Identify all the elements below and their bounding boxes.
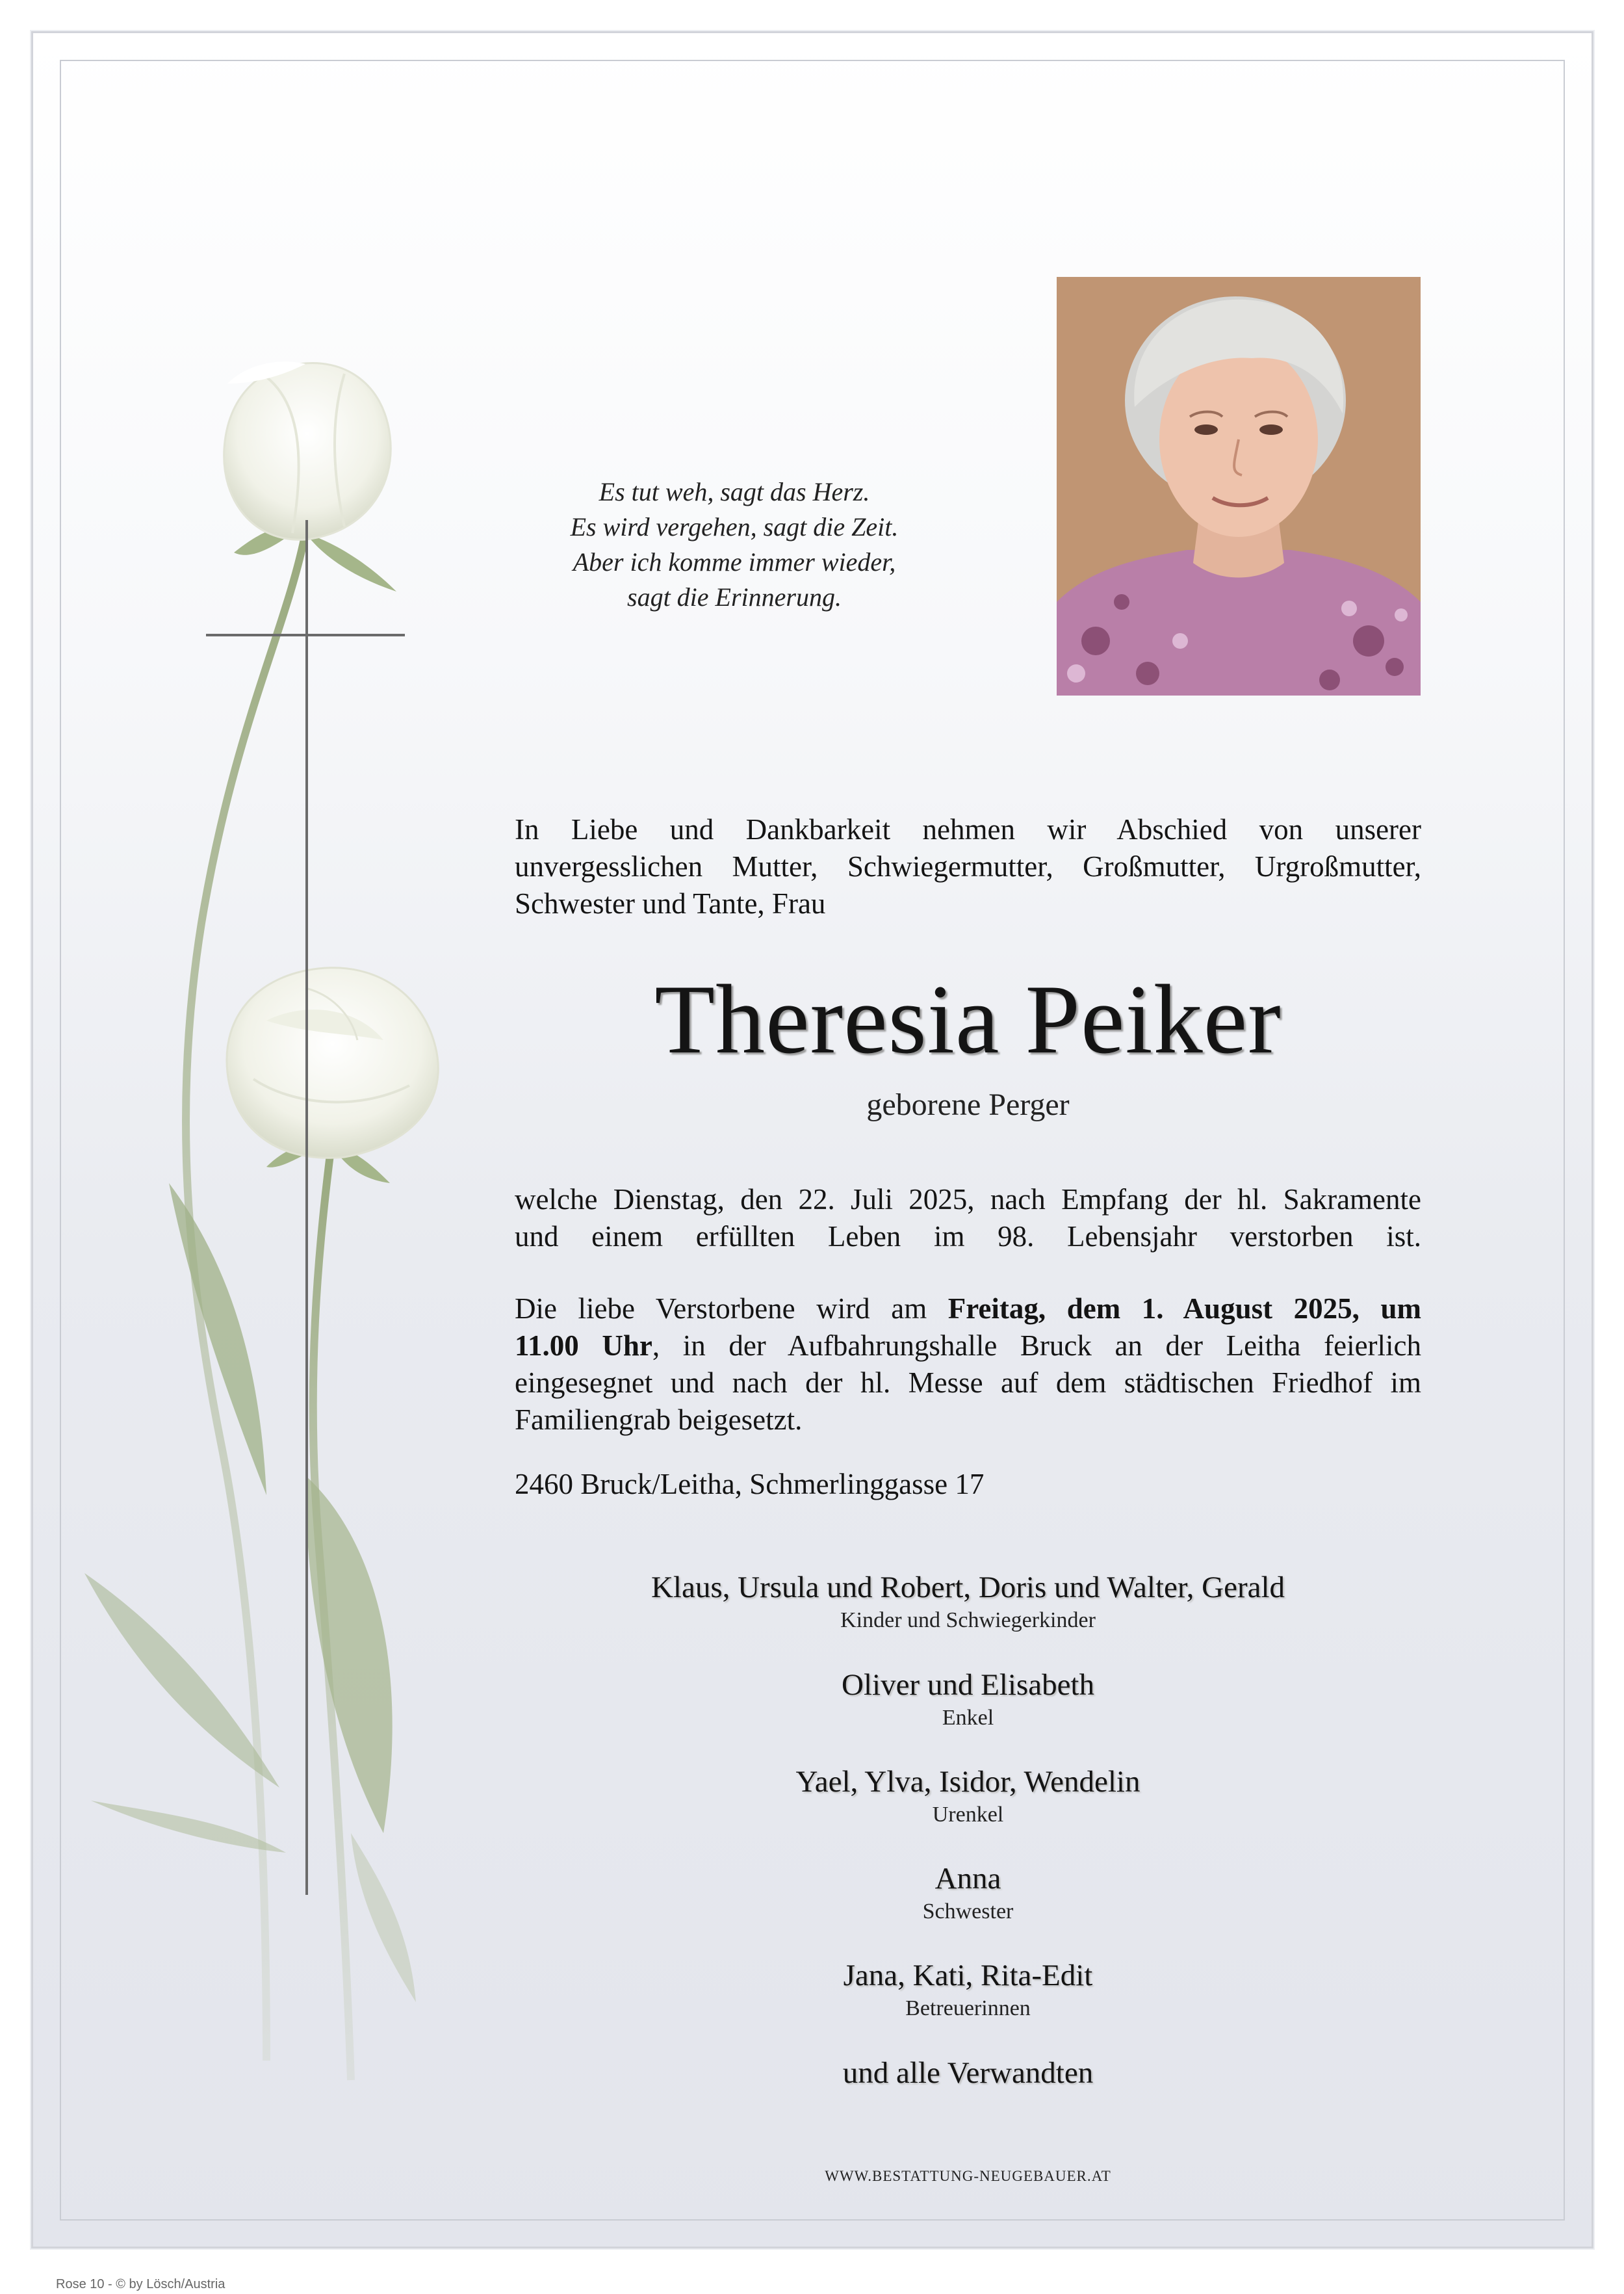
mourner-group	[515, 1666, 1421, 1732]
mourner-role: Kinder und Schwiegerkinder	[840, 1608, 1096, 1632]
death-line: welche Dienstag, den 22. Juli 2025, nach Empfang der hl. Sakramente	[515, 1183, 1421, 1216]
ceremony-line: eingesegnet und nach der hl. Messe auf dem städtischen Friedhof im	[515, 1366, 1421, 1399]
memorial-poem	[481, 475, 988, 615]
mourner-group	[515, 2054, 1421, 2092]
intro-line: Schwester und Tante, Frau	[515, 887, 826, 920]
intro-line: In Liebe und Dankbarkeit nehmen wir Abschied von unserer	[515, 813, 1421, 846]
intro-line: unvergesslichen Mutter, Schwiegermutter, Großmutter, Urgroßmutter,	[515, 850, 1421, 883]
family-address: 2460 Bruck/Leitha, Schmerlinggasse 17	[515, 1468, 985, 1500]
mourner-names: Jana, Kati, Rita-Edit	[843, 1959, 1093, 1992]
funeral-home-website: WWW.BESTATTUNG-NEUGEBAUER.AT	[825, 2168, 1111, 2184]
mourner-group	[515, 1763, 1421, 1829]
ceremony-line	[515, 1327, 1421, 1364]
ceremony-text-span: Die liebe Verstorbene wird am	[515, 1292, 948, 1325]
ceremony-line: Familiengrab beigesetzt.	[515, 1403, 803, 1436]
memorial-cross-vertical	[305, 520, 308, 1895]
mourner-closing: und alle Verwandten	[842, 2056, 1094, 2090]
ceremony-date: Freitag, dem 1. August 2025, um	[947, 1292, 1421, 1325]
birth-name: geborene Perger	[866, 1088, 1070, 1122]
ceremony-line	[515, 1290, 1421, 1327]
mourner-names: Oliver und Elisabeth	[842, 1668, 1094, 1702]
mourner-role: Schwester	[922, 1899, 1014, 1923]
portrait-photo	[1057, 277, 1421, 696]
mourner-group	[515, 1860, 1421, 1926]
mourner-role: Enkel	[942, 1706, 994, 1730]
portrait-illustration	[1057, 277, 1421, 696]
mourner-group	[515, 1957, 1421, 2023]
intro-text	[515, 811, 1421, 922]
mourner-names: Klaus, Ursula und Robert, Doris und Walter, Gerald	[651, 1571, 1285, 1604]
memorial-cross-horizontal	[206, 634, 405, 636]
ceremony-time: 11.00 Uhr	[515, 1329, 652, 1362]
mourner-names: Anna	[934, 1862, 1001, 1896]
mourner-names: Yael, Ylva, Isidor, Wendelin	[795, 1765, 1141, 1799]
mourner-group	[515, 1569, 1421, 1635]
ceremony-text-span: , in der Aufbahrungshalle Bruck an der Leitha feierlich	[652, 1329, 1422, 1362]
poem-line: sagt die Erinnerung.	[627, 582, 842, 612]
mourner-role: Urenkel	[932, 1803, 1004, 1827]
design-credit: Rose 10 - © by Lösch/Austria	[56, 2277, 226, 2291]
ceremony-text	[515, 1290, 1421, 1439]
death-text	[515, 1181, 1421, 1255]
white-roses-illustration	[71, 338, 526, 2093]
mourner-role: Betreuerinnen	[905, 1996, 1031, 2020]
poem-line: Aber ich komme immer wieder,	[573, 547, 896, 577]
deceased-name: Theresia Peiker	[654, 965, 1282, 1074]
poem-line: Es tut weh, sagt das Herz.	[599, 477, 870, 506]
poem-line: Es wird vergehen, sagt die Zeit.	[570, 512, 899, 541]
death-line: und einem erfüllten Leben im 98. Lebensjahr verstorben ist.	[515, 1220, 1421, 1253]
